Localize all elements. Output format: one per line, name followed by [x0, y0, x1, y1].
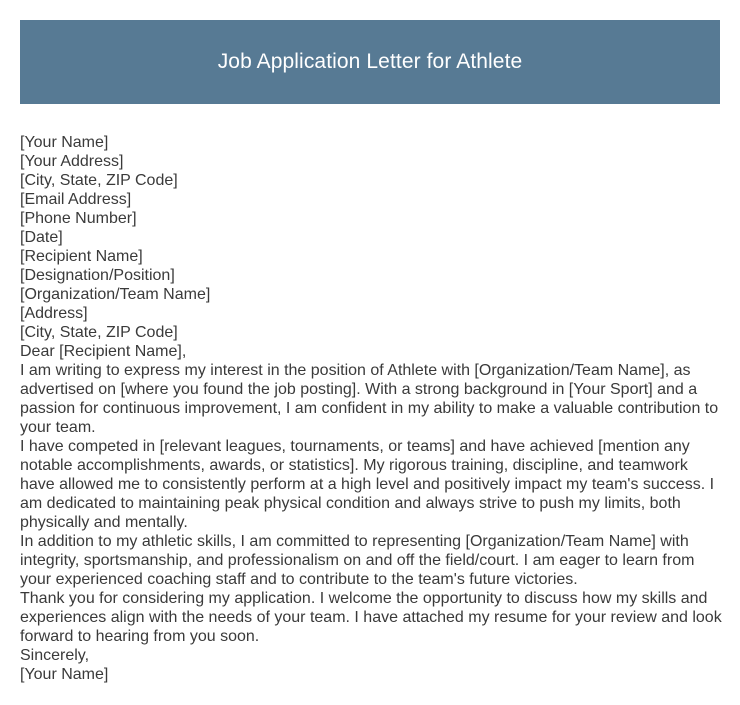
letter-date: [Date]: [20, 229, 63, 246]
sender-address: [Your Address]: [20, 153, 124, 170]
salutation: Dear [Recipient Name],: [20, 343, 187, 360]
paragraph-closing: Thank you for considering my application. I welcome the opportunity to discuss how my skills and experiences align with the needs of your team. I have attached my resume for your review and look forward to hearing from you soon.: [20, 590, 722, 645]
paragraph-commitment: In addition to my athletic skills, I am committed to representing [Organization/Team Name] with integrity, sportsmanship, and professionalism on and off the field/court. I am eager to learn from your experienced coaching staff and to contribute to the team's future victories.: [20, 533, 695, 588]
page-title: Job Application Letter for Athlete: [217, 50, 523, 73]
page-header: [20, 20, 720, 104]
letter-body: [20, 133, 722, 684]
paragraph-experience: I have competed in [relevant leagues, tournaments, or teams] and have achieved [mention any notable accomplishments, awards, or statistics]. My rigorous training, discipline, and teamwork have allowed me to consistently perform at a high level and positively impact my team's success. I am dedicated to maintaining peak physical condition and always strive to push my limits, both physically and mentally.: [20, 438, 715, 531]
closing: Sincerely,: [20, 647, 90, 664]
signature: [Your Name]: [20, 666, 109, 683]
recipient-designation: [Designation/Position]: [20, 267, 175, 284]
recipient-organization: [Organization/Team Name]: [20, 286, 211, 303]
recipient-city-state-zip: [City, State, ZIP Code]: [20, 324, 178, 341]
sender-email: [Email Address]: [20, 191, 132, 208]
paragraph-intro: I am writing to express my interest in the position of Athlete with [Organization/Team Name], as advertised on [where you found the job posting]. With a strong background in [Your Sport] and a passion for continuous improvement, I am confident in my ability to make a valuable contribution to your team.: [20, 362, 719, 436]
recipient-name: [Recipient Name]: [20, 248, 143, 265]
recipient-block: [20, 247, 722, 342]
sender-name: [Your Name]: [20, 134, 109, 151]
sender-city-state-zip: [City, State, ZIP Code]: [20, 172, 178, 189]
recipient-address: [Address]: [20, 305, 88, 322]
sender-phone: [Phone Number]: [20, 210, 137, 227]
sender-block: [20, 133, 722, 247]
